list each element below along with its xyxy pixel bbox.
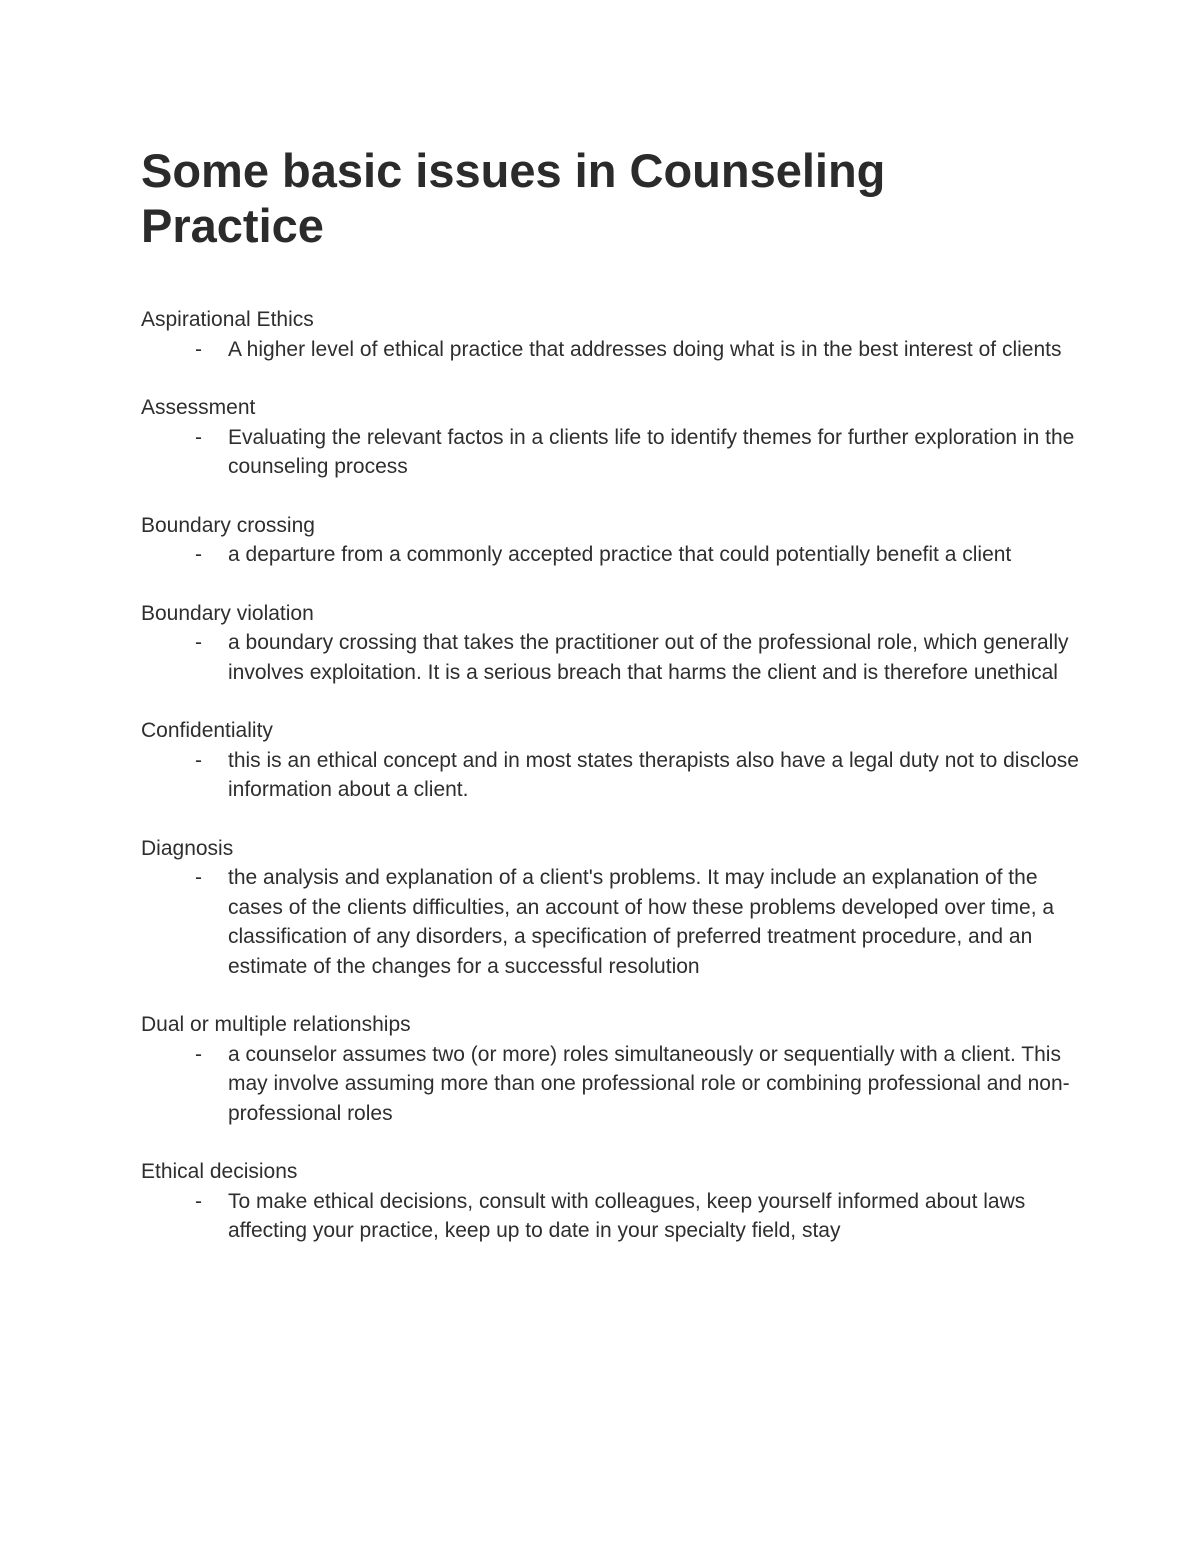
term-definition [141, 1040, 1081, 1129]
term-heading: Aspirational Ethics [141, 308, 314, 331]
term-heading: Dual or multiple relationships [141, 1013, 411, 1036]
bullet-dash: - [195, 543, 202, 566]
term-heading: Assessment [141, 396, 256, 419]
term-entry [141, 1157, 1081, 1246]
definition-text: this is an ethical concept and in most states therapists also have a legal duty not to disclose information about a client. [228, 748, 1079, 801]
definition-text: a counselor assumes two (or more) roles simultaneously or sequentially with a client. This may involve assuming more than one professional role or combining professional and non-professional roles [228, 1042, 1070, 1125]
term-definition [141, 863, 1081, 981]
document-title: Some basic issues in Counseling Practice [141, 144, 886, 252]
term-entry [141, 1010, 1081, 1128]
bullet-dash: - [195, 1042, 202, 1066]
term-entry [141, 305, 1081, 364]
definition-text: Evaluating the relevant factos in a clients life to identify themes for further exploration in the counseling process [228, 425, 1075, 478]
definition-text: a boundary crossing that takes the practitioner out of the professional role, which generally involves exploitation. It is a serious breach that harms the client and is therefore unethical [228, 631, 1069, 684]
term-definition [141, 540, 1081, 570]
definition-text: a departure from a commonly accepted practice that could potentially benefit a client [228, 543, 1012, 566]
term-entry [141, 393, 1081, 482]
term-heading: Confidentiality [141, 719, 273, 742]
bullet-dash: - [195, 748, 202, 772]
bullet-dash: - [195, 1189, 202, 1213]
definition-text: the analysis and explanation of a client's problems. It may include an explanation of the cases of the clients difficulties, an account of how these problems developed over time, a classification of any disorders, a specification of preferred treatment procedure, and an estimate of the changes for a successful resolution [228, 866, 1055, 978]
term-heading: Diagnosis [141, 836, 234, 860]
bullet-dash: - [195, 631, 202, 654]
term-list [141, 305, 1081, 1275]
term-definition [141, 628, 1081, 687]
term-entry [141, 511, 1081, 570]
term-definition [141, 335, 1081, 365]
term-entry [141, 716, 1081, 805]
definition-text: A higher level of ethical practice that addresses doing what is in the best interest of clients [228, 337, 1062, 361]
bullet-dash: - [195, 866, 202, 889]
term-entry [141, 834, 1081, 982]
term-definition [141, 423, 1081, 482]
term-entry [141, 599, 1081, 688]
term-definition [141, 1187, 1081, 1246]
term-definition [141, 746, 1081, 805]
definition-text: To make ethical decisions, consult with colleagues, keep yourself informed about laws affecting your practice, keep up to date in your specialty field, stay [228, 1189, 1026, 1242]
term-heading: Ethical decisions [141, 1160, 298, 1183]
term-heading: Boundary crossing [141, 513, 315, 537]
bullet-dash: - [195, 425, 202, 449]
term-heading: Boundary violation [141, 601, 314, 625]
bullet-dash: - [195, 337, 202, 361]
